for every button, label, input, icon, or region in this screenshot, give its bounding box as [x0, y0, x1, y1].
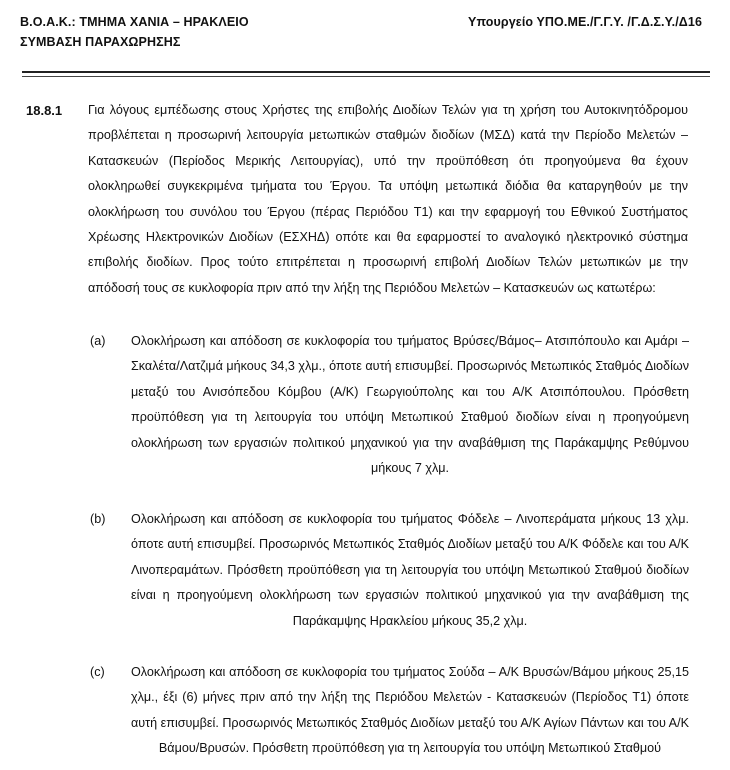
header-divider-thick [22, 71, 710, 73]
header-left [20, 12, 249, 52]
list-item-label: (c) [90, 665, 105, 679]
header-contract-title: ΣΥΜΒΑΣΗ ΠΑΡΑΧΩΡΗΣΗΣ [20, 35, 181, 49]
section-paragraph: Για λόγους εμπέδωσης στους Χρήστες της επιβολής Διοδίων Τελών για τη χρήση του Αυτοκινητόδρομου προβλέπεται η προσωρινή λειτουργία μετωπικών σταθμών διοδίων (ΜΣΔ) κατά την Περίοδο Μελετών – Κατασκευών (Περίοδος Μερικής Λειτουργίας), υπό την προϋπόθεση ότι προηγούμενα θα έχουν ολοκληρωθεί συγκεκριμένα τμήματα του Έργου. Τα υπόψη μετωπικά διόδια θα καταργηθούν με την ολοκλήρωση του συνόλου του Έργου (πέρας Περιόδου Τ1) και την εφαρμογή του Εθνικού Συστήματος Χρέωσης Ηλεκτρονικών Διοδίων (ΕΣΧΗΔ) οπότε και θα εφαρμοστεί το αναλογικό ηλεκτρονικό σύστημα επιβολής διοδίων. Προς τούτο επιτρέπεται η προσωρινή επιβολή Διοδίων Τελών μετωπικών με την απόδοσή τους σε κυκλοφορία πριν από την λήξη της Περιόδου Μελετών – Κατασκευών ως κατωτέρω: [88, 103, 688, 295]
header-ministry-reference: Υπουργείο ΥΠΟ.ΜΕ./Γ.Γ.Υ. /Γ.Δ.Σ.Υ./Δ16 [468, 15, 702, 29]
header-divider-thin [22, 76, 710, 77]
section-number: 18.8.1 [26, 103, 63, 118]
list-item-text: Ολοκλήρωση και απόδοση σε κυκλοφορία του τμήματος Βρύσες/Βάμος– Ατσιπόπουλο και Αμάρι – Σκαλέτα/Λατζιμά μήκους 34,3 χλμ., όποτε αυτή επισυμβεί. Προσωρινός Μετωπικός Σταθμός Διοδίων μεταξύ του Ανισόπεδου Κόμβου (Α/Κ) Γεωργιούπολης και του Α/Κ Ατσιπόπουλου. Πρόσθετη προϋπόθεση για τη λειτουργία του υπόψη Μετωπικού Σταθμού διοδίων είναι η προηγούμενη ολοκλήρωση των εργασιών πολιτικού μηχανικού για την αναβάθμιση της Παράκαμψης Ρεθύμνου μήκους 7 χλμ. [131, 334, 689, 476]
header-project-title: Β.Ο.Α.Κ.: ΤΜΗΜΑ ΧΑΝΙΑ – ΗΡΑΚΛΕΙΟ [20, 15, 249, 29]
list-item-label: (b) [90, 512, 106, 526]
list-item-text: Ολοκλήρωση και απόδοση σε κυκλοφορία του τμήματος Φόδελε – Λινοπεράματα μήκους 13 χλμ. όποτε αυτή επισυμβεί. Προσωρινός Μετωπικός Σταθμός Διοδίων μεταξύ του Α/Κ Φόδελε και του Α/Κ Λινοπεραμάτων. Πρόσθετη προϋπόθεση για τη λειτουργία του υπόψη Μετωπικού Σταθμού διοδίων είναι η προηγούμενη ολοκλήρωση των εργασιών πολιτικού μηχανικού για την αναβάθμιση της Παράκαμψης Ηρακλείου μήκους 35,2 χλμ. [131, 512, 689, 628]
list-item-text: Ολοκλήρωση και απόδοση σε κυκλοφορία του τμήματος Σούδα – Α/Κ Βρυσών/Βάμου μήκους 25,15 χλμ., έξι (6) μήνες πριν από την λήξη της Περιόδου Μελετών - Κατασκευών (Περίοδος Τ1) όποτε αυτή επισυμβεί. Προσωρινός Μετωπικός Σταθμός Διοδίων μεταξύ του Α/Κ Αγίων Πάντων και του Α/Κ Βάμου/Βρυσών. Πρόσθετη προϋπόθεση για τη λειτουργία του υπόψη Μετωπικού Σταθμού [131, 665, 689, 756]
list-item-label: (a) [90, 334, 106, 348]
